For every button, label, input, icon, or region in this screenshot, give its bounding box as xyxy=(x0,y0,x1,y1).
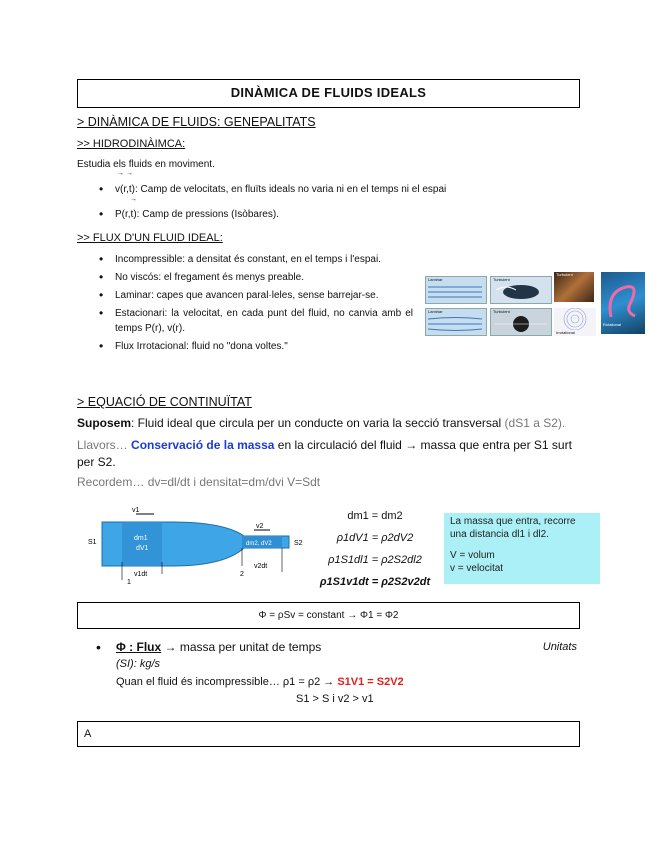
flux-label: Φ : Flux xyxy=(116,640,162,654)
dm2dv2-label: dm2, dV2 xyxy=(246,541,272,547)
page-title: DINÀMICA DE FLUIDS IDEALS xyxy=(77,79,580,108)
laminar-flow-image-2: Laminar xyxy=(425,308,487,336)
list-item: • P(r,t): Camp de pressions (Isòbares). xyxy=(77,207,517,222)
list-item: • Incompressible: a densitat és constant, en el temps i l'espai. xyxy=(77,252,413,267)
v1-label: v1 xyxy=(132,507,140,514)
turbulent-photo: Turbulent xyxy=(554,272,594,302)
suposem-paragraph: Suposem: Fluid ideal que circula per un conducte on varia la secció transversal (dS1 a S2). xyxy=(77,416,566,430)
point-1-label: 1 xyxy=(127,579,131,586)
v2-label: v2 xyxy=(256,523,264,530)
incompressible-text: Quan el fluid és incompressible… ρ1 = ρ2 → S1V1 = S2V2 xyxy=(116,676,404,688)
flux-formula: Φ = ρSv = constant → Φ1 = Φ2 xyxy=(258,610,399,621)
pipe-diagram xyxy=(84,506,314,586)
irrotational-flow-image: Irrotational xyxy=(554,308,596,336)
list-item: • Laminar: capes que avancen paral·leles, sense barrejar-se. xyxy=(77,288,413,303)
conservacio-massa: Conservació de la massa xyxy=(131,438,275,452)
list-item: • Flux Irrotacional: fluid no "dona voltes." xyxy=(77,339,413,354)
equation-line: dm1 = dm2 xyxy=(347,510,403,522)
dv1-label: dV1 xyxy=(136,545,149,552)
list-item: • v(r,t): Camp de velocitats, en fluïts ideals no varia ni en el temps ni el espai xyxy=(77,182,517,197)
turbulent-flow-image-2: Turbulent xyxy=(490,308,552,336)
equation-line: ρ1S1dl1 = ρ2S2dl2 xyxy=(328,554,422,566)
s1-label: S1 xyxy=(88,539,97,546)
subheading-flux-fluid-ideal: >> FLUX D'UN FLUID IDEAL: xyxy=(77,232,223,244)
flow-types-figure xyxy=(424,270,646,336)
section-heading-generalitats: > DINÀMICA DE FLUIDS: GENEPALITATS xyxy=(77,115,316,129)
dm1-label: dm1 xyxy=(134,535,148,542)
rotational-flow-photo: Rotational xyxy=(601,272,645,334)
recordem-text: Recordem… dv=dl/dt i densitat=dm/dvi V=Sdt xyxy=(77,475,321,489)
suposem-label: Suposem xyxy=(77,416,132,430)
subheading-hidrodinamica: >> HIDRODINÀIMCA: xyxy=(77,138,186,150)
point-2-label: 2 xyxy=(240,571,244,578)
equation-line: ρ1S1v1dt = ρ2S2v2dt xyxy=(319,576,431,588)
v2dt-label: v2dt xyxy=(254,563,268,570)
section-heading-continuitat: > EQUACIÓ DE CONTINUÏTAT xyxy=(77,395,252,409)
equation-line: ρ1dV1 = ρ2dV2 xyxy=(336,532,414,544)
v1dt-label: v1dt xyxy=(134,571,148,578)
list-item: • Estacionari: la velocitat, en cada punt del fluid, no canvia amb el temps P(r), v(r). xyxy=(77,306,413,336)
flux-definition: • Φ : Flux → massa per unitat de temps Unitats (SI): kg/s xyxy=(96,639,581,673)
hidro-bullets xyxy=(77,182,517,225)
si-units: (SI): kg/s xyxy=(116,658,161,670)
list-item: • No viscós: el fregament és menys preable. xyxy=(77,270,413,285)
inequality-text: S1 > S i v2 > v1 xyxy=(296,693,374,705)
continuity-equations xyxy=(316,505,434,593)
flux-formula-box xyxy=(77,602,580,629)
laminar-flow-image: Laminar xyxy=(425,276,487,304)
answer-box[interactable]: A xyxy=(77,721,580,747)
unitats-label: Unitats xyxy=(542,641,577,653)
note-box: La massa que entra, recorre una distancia dl1 i dl2. V = volum v = velocitat xyxy=(444,513,600,584)
s2-label: S2 xyxy=(294,540,303,547)
intro-text: Estudia els fluids en moviment. xyxy=(77,159,215,170)
llavors-paragraph: Llavors… Conservació de la massa en la circulació del fluid → massa que entra per S1 surt per S2. xyxy=(77,438,572,469)
vector-arrows: → → xyxy=(117,170,133,177)
turbulent-flow-image: Turbulent xyxy=(490,276,552,304)
vector-arrow: → xyxy=(130,196,137,203)
flux-properties-list xyxy=(77,252,413,357)
